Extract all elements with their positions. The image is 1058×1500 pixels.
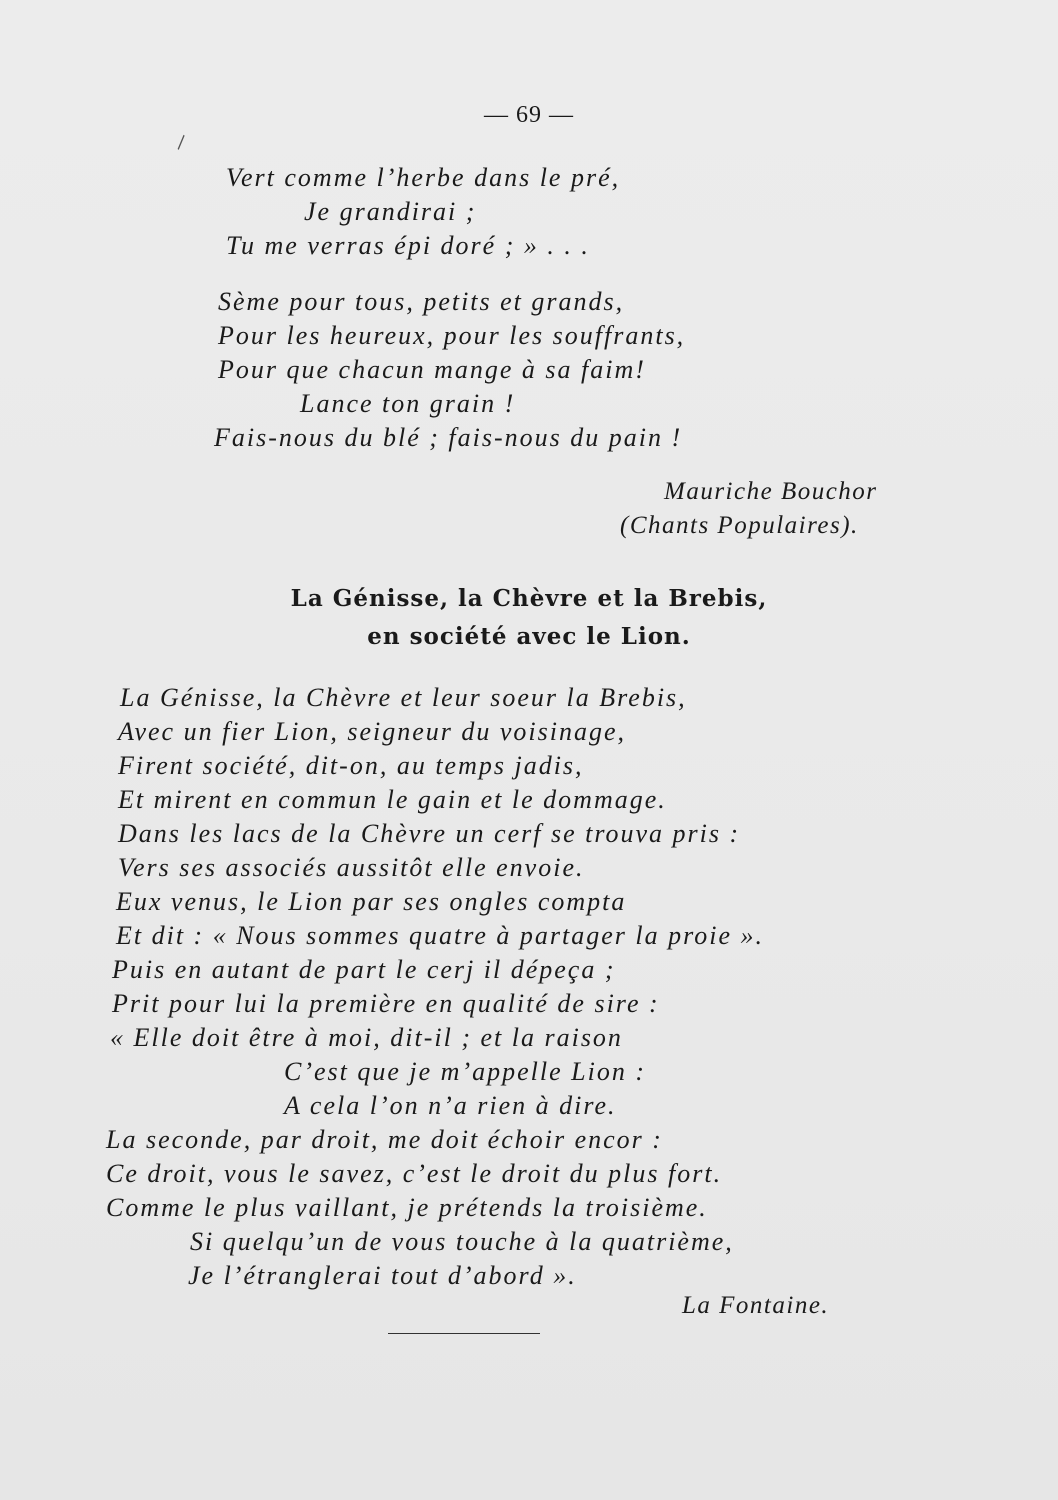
poem-line: Vert comme l’herbe dans le pré, [226,163,621,192]
fable-title-line-2: en société avec le Lion. [367,623,691,650]
poem-line: Fais-nous du blé ; fais-nous du pain ! [214,423,683,452]
fable-author: La Fontaine. [682,1292,830,1319]
poem-line: Pour que chacun mange à sa faim! [218,355,646,384]
fable-line: Ce droit, vous le savez, c’est le droit du plus fort. [106,1159,723,1188]
poem-line: Tu me verras épi doré ; » . . . [226,231,590,260]
poem-author: Mauriche Bouchor [664,478,878,505]
poem-line: Pour les heureux, pour les souffrants, [218,321,686,350]
fable-line: Je l’étranglerai tout d’abord ». [188,1261,577,1290]
poem-line: Lance ton grain ! [300,389,516,418]
fable-line: C’est que je m’appelle Lion : [284,1057,646,1086]
fable-line: Dans les lacs de la Chèvre un cerf se trouva pris : [118,819,741,848]
fable-line: Si quelqu’un de vous touche à la quatrième, [190,1227,734,1256]
fable-line: « Elle doit être à moi, dit-il ; et la raison [110,1023,623,1052]
fable-line: Et mirent en commun le gain et le dommage. [118,785,667,814]
stray-mark: \ [171,132,191,153]
closing-rule [388,1333,540,1334]
fable-line: Firent société, dit-on, au temps jadis, [118,751,584,780]
fable-line: A cela l’on n’a rien à dire. [284,1091,617,1120]
fable-line: Prit pour lui la première en qualité de sire : [112,989,660,1018]
fable-line: Eux venus, le Lion par ses ongles compta [116,887,627,916]
page-number: — 69 — [484,102,574,128]
fable-line: Vers ses associés aussitôt elle envoie. [118,853,585,882]
fable-line: La seconde, par droit, me doit échoir encor : [106,1125,663,1154]
poem-source: (Chants Populaires). [620,512,859,539]
fable-title-line-1: La Génisse, la Chèvre et la Brebis, [290,585,768,612]
poem-line: Sème pour tous, petits et grands, [218,287,625,316]
fable-line: Avec un fier Lion, seigneur du voisinage, [118,717,627,746]
fable-line: Puis en autant de part le cerj il dépeça ; [112,955,616,984]
fable-line: Et dit : « Nous sommes quatre à partager la proie ». [116,921,765,950]
fable-line: Comme le plus vaillant, je prétends la troisième. [106,1193,708,1222]
fable-line: La Génisse, la Chèvre et leur soeur la Brebis, [120,683,687,712]
poem-line: Je grandirai ; [304,197,477,226]
